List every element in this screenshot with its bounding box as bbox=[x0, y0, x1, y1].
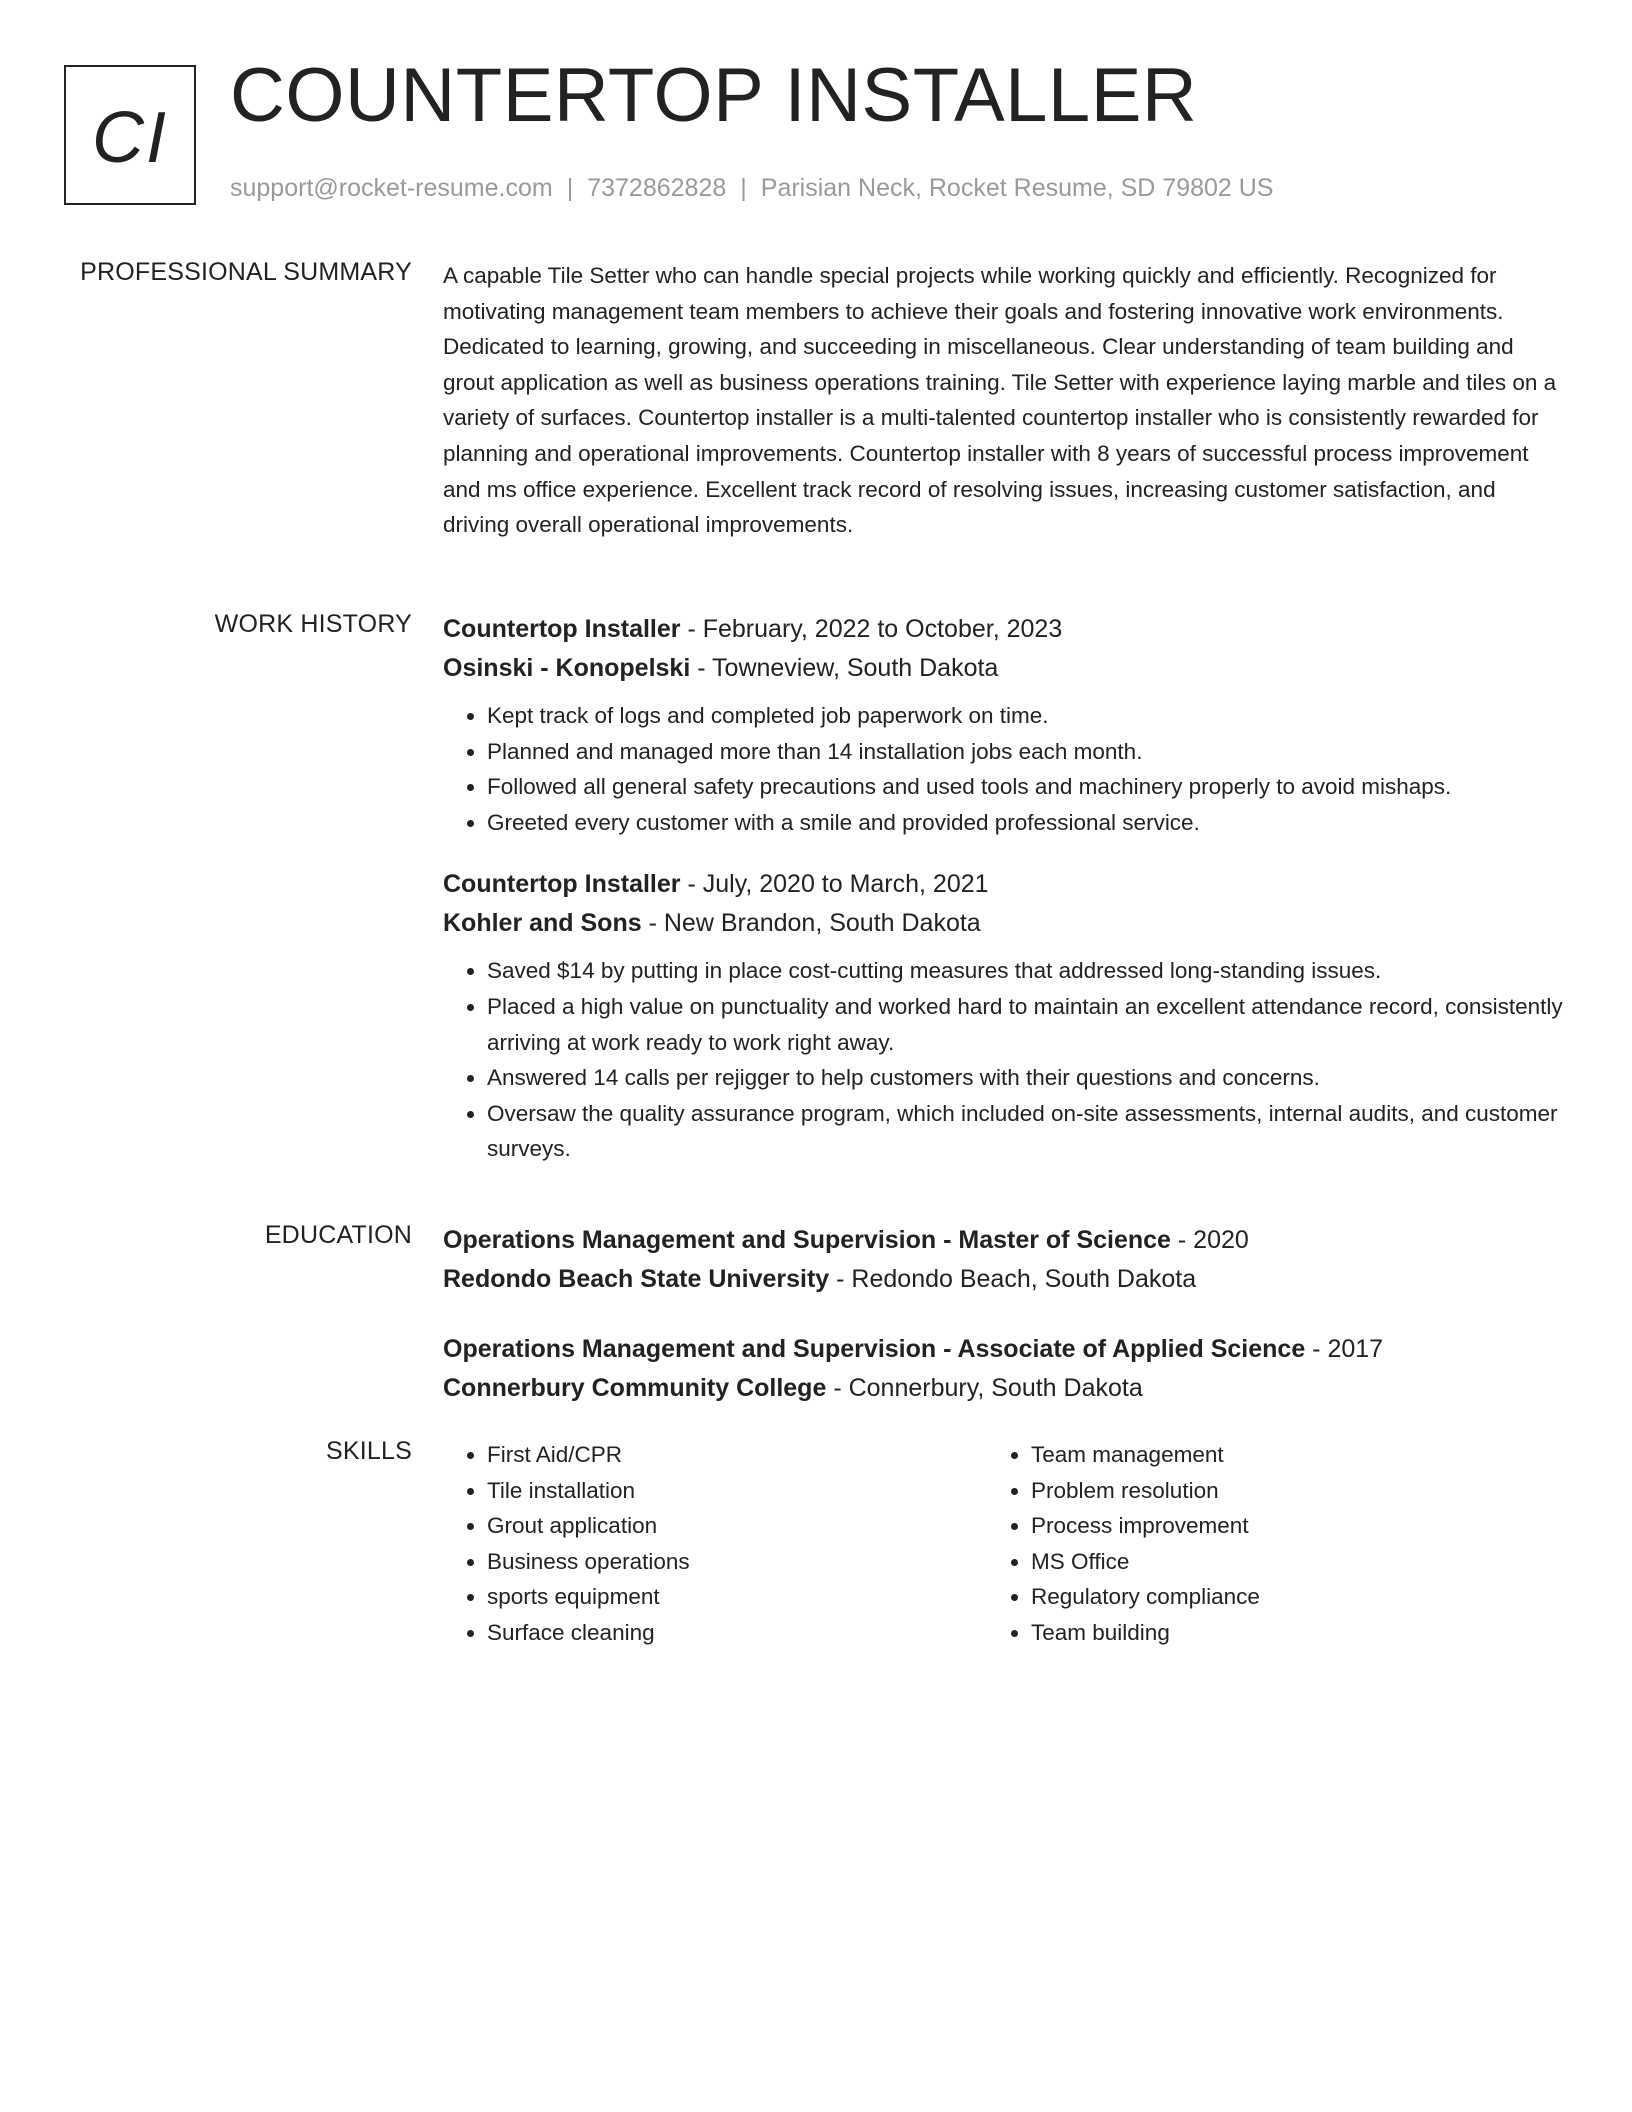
resume-title: COUNTERTOP INSTALLER bbox=[230, 53, 1198, 138]
skill-item: • Tile installation bbox=[487, 1473, 987, 1509]
job-dates: - February, 2022 to October, 2023 bbox=[680, 615, 1063, 643]
skills-body bbox=[443, 1437, 1563, 1651]
job-bullet: • Followed all general safety precautions and used tools and machinery properly to avoid mishaps. bbox=[487, 769, 1563, 805]
degree-year: - 2017 bbox=[1305, 1335, 1384, 1363]
school-location: - Connerbury, South Dakota bbox=[826, 1374, 1143, 1402]
school-line bbox=[443, 1260, 1563, 1299]
skill-item: • First Aid/CPR bbox=[487, 1437, 987, 1473]
section-heading-education: EDUCATION bbox=[264, 1221, 412, 1249]
job-bullets bbox=[443, 953, 1563, 1167]
job-company-line bbox=[443, 649, 1563, 688]
skills-list-right bbox=[987, 1437, 1531, 1651]
skill-item: • Problem resolution bbox=[1031, 1473, 1531, 1509]
job-bullets bbox=[443, 698, 1563, 840]
job-bullet: • Planned and managed more than 14 installation jobs each month. bbox=[487, 734, 1563, 770]
skill-item: • Business operations bbox=[487, 1544, 987, 1580]
section-heading-summary: PROFESSIONAL SUMMARY bbox=[80, 258, 412, 286]
monogram-box bbox=[64, 65, 196, 205]
monogram-initials: CI bbox=[92, 98, 168, 178]
skill-item: • Grout application bbox=[487, 1508, 987, 1544]
job-dates: - July, 2020 to March, 2021 bbox=[680, 870, 989, 899]
skill-item: • Team management bbox=[1031, 1437, 1531, 1473]
skill-item: • Surface cleaning bbox=[487, 1615, 987, 1651]
education-entry bbox=[443, 1330, 1563, 1408]
degree-name: Operations Management and Supervision - Master of Science bbox=[443, 1226, 1171, 1254]
contact-address: Parisian Neck, Rocket Resume, SD 79802 US bbox=[760, 174, 1274, 202]
job-entry bbox=[443, 610, 1563, 840]
contact-email: support@rocket-resume.com bbox=[230, 174, 553, 202]
job-bullet: • Answered 14 calls per rejigger to help customers with their questions and concerns. bbox=[487, 1060, 1563, 1096]
job-company: Osinski - Konopelski bbox=[443, 654, 691, 682]
school-name: Redondo Beach State University bbox=[443, 1265, 830, 1293]
summary-body bbox=[443, 258, 1563, 543]
job-location: - New Brandon, South Dakota bbox=[641, 909, 981, 938]
work-history-body bbox=[443, 610, 1563, 1167]
skill-item: • Team building bbox=[1031, 1615, 1531, 1651]
job-company-line bbox=[443, 904, 1563, 943]
education-entry bbox=[443, 1221, 1563, 1299]
contact-separator: | bbox=[740, 174, 747, 202]
job-entry bbox=[443, 865, 1563, 1167]
job-title-line bbox=[443, 865, 1563, 904]
job-title: Countertop Installer bbox=[443, 615, 681, 643]
skill-item: • MS Office bbox=[1031, 1544, 1531, 1580]
degree-line bbox=[443, 1221, 1563, 1260]
section-heading-skills: SKILLS bbox=[326, 1437, 412, 1465]
contact-phone: 7372862828 bbox=[587, 174, 727, 202]
section-heading-work-history: WORK HISTORY bbox=[214, 610, 412, 638]
job-bullet: • Kept track of logs and completed job paperwork on time. bbox=[487, 698, 1563, 734]
job-bullet: • Placed a high value on punctuality and worked hard to maintain an excellent attendance record, consistently arriving at work ready to work right away. bbox=[487, 989, 1563, 1060]
school-name: Connerbury Community College bbox=[443, 1374, 827, 1402]
skill-item: • sports equipment bbox=[487, 1579, 987, 1615]
job-bullet: • Saved $14 by putting in place cost-cutting measures that addressed long-standing issues. bbox=[487, 953, 1563, 989]
skills-columns bbox=[443, 1437, 1563, 1651]
job-title: Countertop Installer bbox=[443, 870, 681, 899]
degree-year: - 2020 bbox=[1170, 1226, 1249, 1254]
job-bullet: • Greeted every customer with a smile and provided professional service. bbox=[487, 805, 1563, 841]
summary-text: A capable Tile Setter who can handle special projects while working quickly and efficiently. Recognized for motivating management team members to achieve their goals and fostering innovative work environments. Dedicated to learning, growing, and succeeding in miscellaneous. Clear understanding of team building and grout application as well as business operations training. Tile Setter with experience laying marble and tiles on a variety of surfaces. Countertop installer is a multi-talented countertop installer who is consistently rewarded for planning and operational improvements. Countertop installer with 8 years of successful process improvement and ms office experience. Excellent track record of resolving issues, increasing customer satisfaction, and driving overall operational improvements. bbox=[443, 263, 1557, 538]
school-location: - Redondo Beach, South Dakota bbox=[829, 1265, 1197, 1293]
degree-line bbox=[443, 1330, 1563, 1369]
skills-list-left bbox=[443, 1437, 987, 1651]
degree-name: Operations Management and Supervision - Associate of Applied Science bbox=[443, 1335, 1306, 1363]
contact-line bbox=[230, 174, 1274, 203]
skill-item: • Regulatory compliance bbox=[1031, 1579, 1531, 1615]
education-body bbox=[443, 1221, 1563, 1408]
job-title-line bbox=[443, 610, 1563, 649]
school-line bbox=[443, 1369, 1563, 1408]
job-location: - Towneview, South Dakota bbox=[690, 654, 999, 682]
job-bullet: • Oversaw the quality assurance program, which included on-site assessments, internal audits, and customer surveys. bbox=[487, 1096, 1563, 1167]
job-company: Kohler and Sons bbox=[443, 909, 642, 938]
contact-separator: | bbox=[566, 174, 574, 202]
skill-item: • Process improvement bbox=[1031, 1508, 1531, 1544]
